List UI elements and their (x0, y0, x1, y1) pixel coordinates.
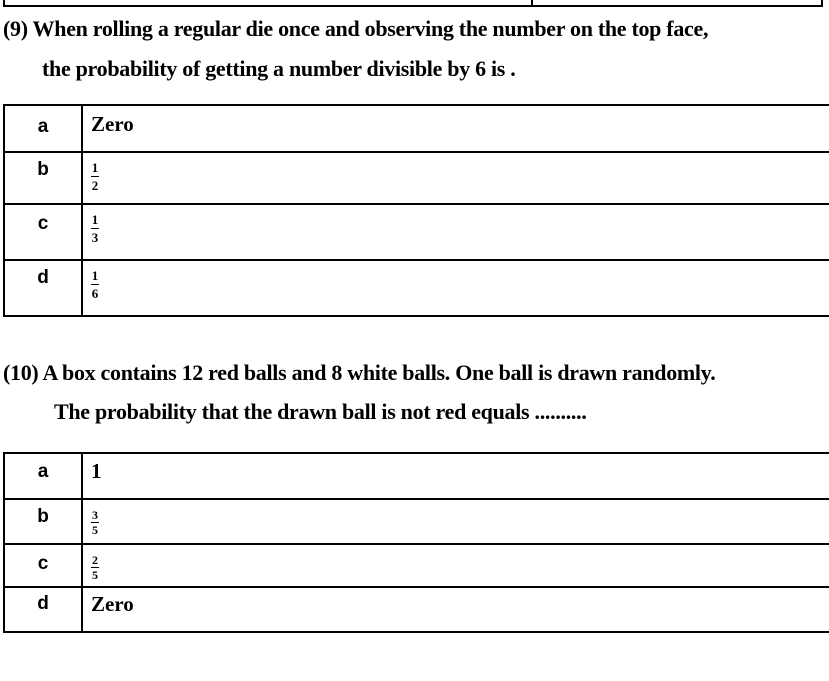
fraction-numerator: 1 (91, 160, 99, 175)
q10-option-c-answer (82, 544, 829, 587)
q10-option-b-row[interactable] (4, 499, 829, 544)
q9-option-a-letter: a (4, 105, 82, 152)
q10-text-line2: The probability that the drawn ball is not red equals .......... (54, 399, 587, 424)
q10-option-b-answer (82, 499, 829, 544)
q9-option-b-answer (82, 152, 829, 204)
q10-option-a-answer: 1 (82, 453, 829, 499)
q10-option-d-row[interactable] (4, 587, 829, 632)
q9-option-c-answer (82, 204, 829, 260)
fraction-two-fifths (91, 554, 99, 581)
fraction-denominator: 2 (91, 178, 99, 193)
fraction-bar (91, 176, 99, 177)
q9-option-c-row[interactable] (4, 204, 829, 260)
q10-option-d-answer: Zero (82, 587, 829, 632)
fraction-one-half (91, 161, 99, 192)
fraction-numerator: 3 (92, 508, 98, 522)
fraction-denominator: 6 (91, 286, 99, 301)
fraction-denominator: 5 (92, 523, 98, 537)
previous-table-fragment (3, 0, 823, 7)
fraction-numerator: 1 (91, 268, 99, 283)
q9-option-a-answer: Zero (82, 105, 829, 152)
q10-option-a-row[interactable] (4, 453, 829, 499)
q9-option-a-row[interactable] (4, 105, 829, 152)
q10-options-table (3, 452, 829, 633)
q9-option-d-letter: d (4, 260, 82, 316)
q9-options-table (3, 104, 829, 317)
q9-text-line2: the probability of getting a number divisible by 6 is . (42, 56, 516, 81)
fraction-bar (91, 284, 99, 285)
fraction-three-fifths (91, 509, 99, 536)
q10-option-a-letter: a (4, 453, 82, 499)
fraction-numerator: 2 (92, 553, 98, 567)
q9-option-b-letter: b (4, 152, 82, 204)
q10-text-line1: (10) A box contains 12 red balls and 8 white balls. One ball is drawn randomly. (3, 360, 716, 385)
q10-option-c-letter: c (4, 544, 82, 587)
fraction-one-third (91, 213, 99, 244)
fraction-denominator: 5 (92, 568, 98, 582)
fraction-denominator: 3 (91, 230, 99, 245)
fraction-bar (91, 228, 99, 229)
q9-option-c-letter: c (4, 204, 82, 260)
q9-option-d-row[interactable] (4, 260, 829, 316)
fraction-one-sixth (91, 269, 99, 300)
q10-option-d-letter: d (4, 587, 82, 632)
fraction-numerator: 1 (91, 212, 99, 227)
q9-option-d-answer (82, 260, 829, 316)
q10-option-c-row[interactable] (4, 544, 829, 587)
previous-table-divider (531, 0, 533, 5)
q9-option-b-row[interactable] (4, 152, 829, 204)
q9-text-line1: (9) When rolling a regular die once and observing the number on the top face, (3, 16, 709, 41)
q10-option-b-letter: b (4, 499, 82, 544)
